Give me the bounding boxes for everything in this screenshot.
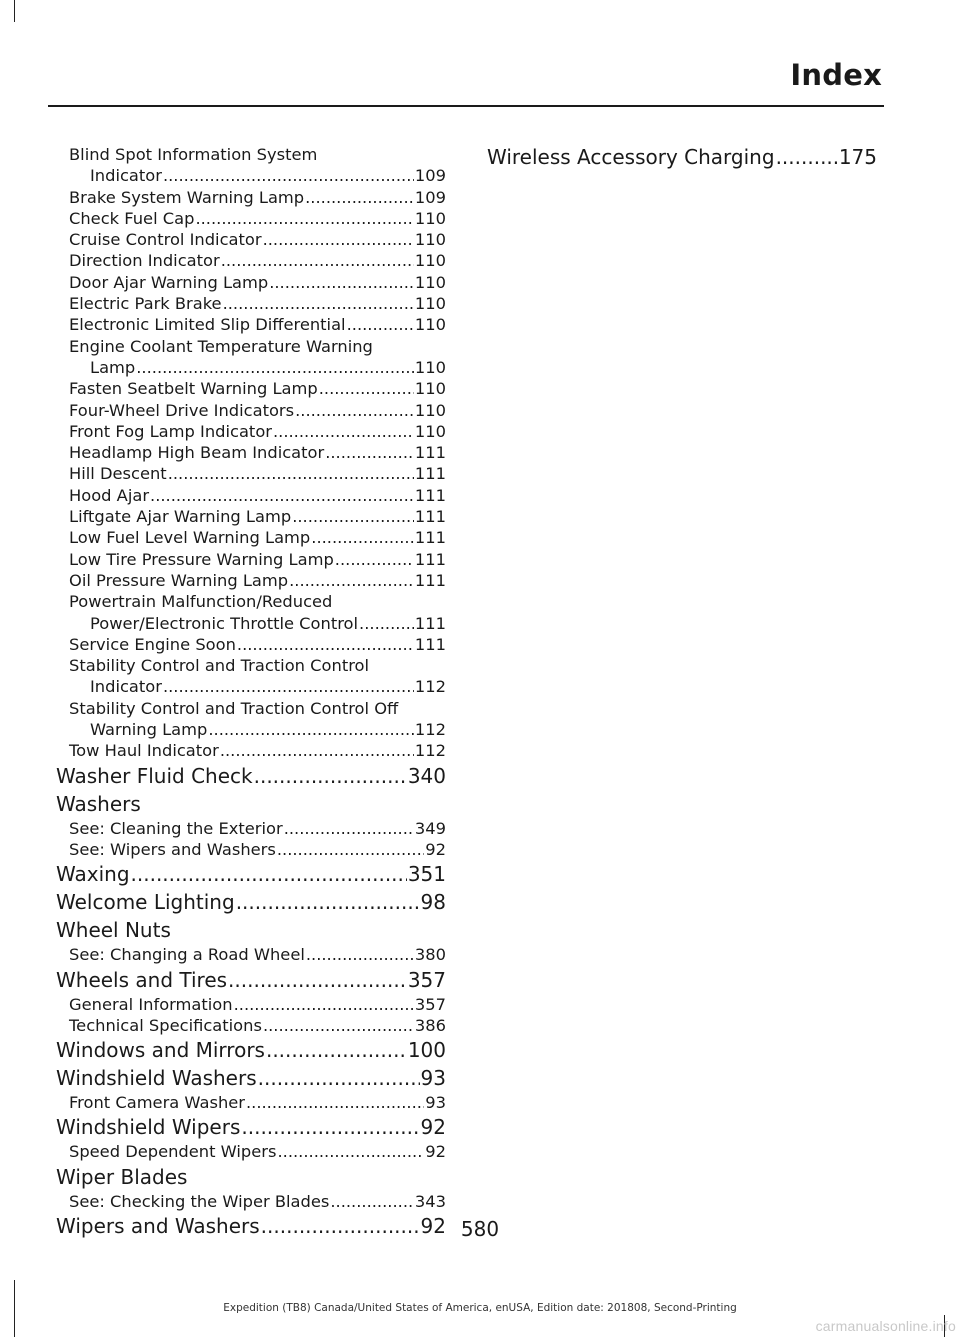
page-ref[interactable]: 112 [414, 677, 446, 697]
index-subentry: Fasten Seatbelt Warning Lamp ..... 110 [56, 380, 446, 401]
index-subentry: Service Engine Soon ..... 111 [56, 636, 446, 657]
page-title: Index [790, 58, 882, 92]
page-ref[interactable]: 110 [414, 421, 446, 441]
index-subentry-head: Engine Coolant Temperature Warning [69, 336, 373, 356]
index-subentry: Power/Electronic Throttle Control ..... 111 [56, 615, 446, 636]
index-column-right [487, 146, 877, 168]
index-subentry: Warning Lamp ..... 112 [56, 721, 446, 742]
index-subentry: Front Fog Lamp Indicator ..... 110 [56, 423, 446, 444]
page-ref[interactable]: 93 [420, 1066, 446, 1091]
page-ref[interactable]: 110 [414, 272, 446, 292]
page-number: 580 [460, 1217, 500, 1241]
page-ref[interactable]: 110 [414, 251, 446, 271]
page-ref[interactable]: 112 [414, 720, 446, 740]
index-subentry: Front Camera Washer ..... 93 [56, 1094, 446, 1115]
page-ref[interactable]: 111 [414, 570, 446, 590]
index-subentry: Lamp ..... 110 [56, 359, 446, 380]
index-subentry: See: Wipers and Washers ..... 92 [56, 841, 446, 862]
index-subentry: Tow Haul Indicator ..... 112 [56, 742, 446, 763]
page-ref[interactable]: 111 [414, 464, 446, 484]
index-subentry: Hood Ajar ..... 111 [56, 487, 446, 508]
index-entry: Windshield Washers ..... 93 [56, 1066, 446, 1094]
index-subentry-head: Blind Spot Information System [69, 145, 318, 164]
page-ref[interactable]: 110 [414, 357, 446, 377]
page-ref[interactable]: 110 [414, 315, 446, 335]
index-subentry-head: Powertrain Malfunction/Reduced [69, 592, 333, 612]
page-ref[interactable]: 100 [407, 1038, 446, 1063]
index-subentry: Technical Specifications ..... 386 [56, 1017, 446, 1038]
page-ref[interactable]: 111 [414, 634, 446, 654]
index-subentry: Brake System Warning Lamp ..... 109 [56, 189, 446, 210]
page-ref[interactable]: 351 [407, 862, 446, 887]
page-ref[interactable]: 111 [414, 443, 446, 463]
index-entry: Wipers and Washers ..... 92 [56, 1214, 446, 1242]
page-ref[interactable]: 357 [414, 994, 446, 1014]
page-ref[interactable]: 110 [414, 230, 446, 250]
index-entry: Wireless Accessory Charging ..... 175 [487, 146, 877, 168]
index-subentry: Indicator ..... 109 [56, 167, 446, 188]
page-ref[interactable]: 110 [414, 400, 446, 420]
index-entry: Wheels and Tires ..... 357 [56, 968, 446, 996]
page-ref[interactable]: 92 [425, 839, 446, 859]
page-ref[interactable]: 110 [414, 208, 446, 228]
index-subentry: Headlamp High Beam Indicator ..... 111 [56, 444, 446, 465]
page-ref[interactable]: 340 [407, 763, 446, 788]
index-subentry: Oil Pressure Warning Lamp ..... 111 [56, 572, 446, 593]
page-ref[interactable]: 92 [420, 1213, 446, 1238]
index-subentry: Hill Descent ..... 111 [56, 465, 446, 486]
index-subentry: See: Cleaning the Exterior ..... 349 [56, 820, 446, 841]
index-entry-head: Wiper Blades [56, 1164, 188, 1189]
index-entry: Welcome Lighting ..... 98 [56, 890, 446, 918]
index-subentry-head: Stability Control and Traction Control [69, 656, 370, 676]
page-ref[interactable]: 92 [425, 1142, 446, 1162]
header-divider [48, 105, 884, 107]
page-ref[interactable]: 112 [414, 741, 446, 761]
index-subentry: Liftgate Ajar Warning Lamp ..... 111 [56, 508, 446, 529]
index-subentry: See: Changing a Road Wheel ..... 380 [56, 946, 446, 967]
page-ref[interactable]: 93 [425, 1093, 446, 1113]
page-ref[interactable]: 110 [414, 379, 446, 399]
index-subentry: Door Ajar Warning Lamp ..... 110 [56, 274, 446, 295]
page-ref[interactable]: 111 [414, 485, 446, 505]
page-ref[interactable]: 111 [414, 613, 446, 633]
index-entry-head: Wheel Nuts [56, 918, 171, 943]
index-entry: Washer Fluid Check ..... 340 [56, 764, 446, 792]
page-ref[interactable]: 110 [414, 294, 446, 314]
page-ref[interactable]: 357 [407, 967, 446, 992]
site-watermark[interactable]: carmanualsonline.info [815, 1318, 956, 1334]
edition-footer: Expedition (TB8) Canada/United States of America, enUSA, Edition date: 201808, Second-Printing [223, 1302, 737, 1314]
page-ref[interactable]: 109 [414, 166, 446, 186]
page-ref[interactable]: 111 [414, 507, 446, 527]
page-ref[interactable]: 92 [420, 1115, 446, 1140]
page-ref[interactable]: 111 [414, 549, 446, 569]
index-subentry: See: Checking the Wiper Blades ..... 343 [56, 1193, 446, 1214]
index-subentry: Low Fuel Level Warning Lamp ..... 111 [56, 529, 446, 550]
index-subentry: Speed Dependent Wipers ..... 92 [56, 1143, 446, 1164]
index-subentry: Four-Wheel Drive Indicators ..... 110 [56, 402, 446, 423]
index-entry: Waxing ..... 351 [56, 862, 446, 890]
index-subentry: Cruise Control Indicator ..... 110 [56, 231, 446, 252]
index-entry: Windows and Mirrors ..... 100 [56, 1038, 446, 1066]
page-ref[interactable]: 111 [414, 528, 446, 548]
page-ref[interactable]: 349 [414, 818, 446, 838]
index-entry-head: Washers [56, 791, 141, 816]
index-subentry: General Information ..... 357 [56, 996, 446, 1017]
page-ref[interactable]: 175 [838, 145, 877, 169]
index-subentry: Low Tire Pressure Warning Lamp ..... 111 [56, 551, 446, 572]
page-ref[interactable]: 343 [414, 1191, 446, 1211]
page-ref[interactable]: 386 [414, 1015, 446, 1035]
index-subentry: Indicator ..... 112 [56, 678, 446, 699]
index-subentry: Electric Park Brake ..... 110 [56, 295, 446, 316]
index-entry: Windshield Wipers ..... 92 [56, 1115, 446, 1143]
page-ref[interactable]: 380 [414, 945, 446, 965]
crop-mark-top-left-v [14, 0, 15, 22]
index-column-left [56, 146, 446, 1242]
index-subentry: Electronic Limited Slip Differential ..... 110 [56, 316, 446, 337]
page-ref[interactable]: 98 [420, 890, 446, 915]
index-subentry-head: Stability Control and Traction Control Off [69, 698, 399, 718]
page-ref[interactable]: 109 [414, 187, 446, 207]
index-subentry: Check Fuel Cap ..... 110 [56, 210, 446, 231]
index-subentry: Direction Indicator ..... 110 [56, 252, 446, 273]
